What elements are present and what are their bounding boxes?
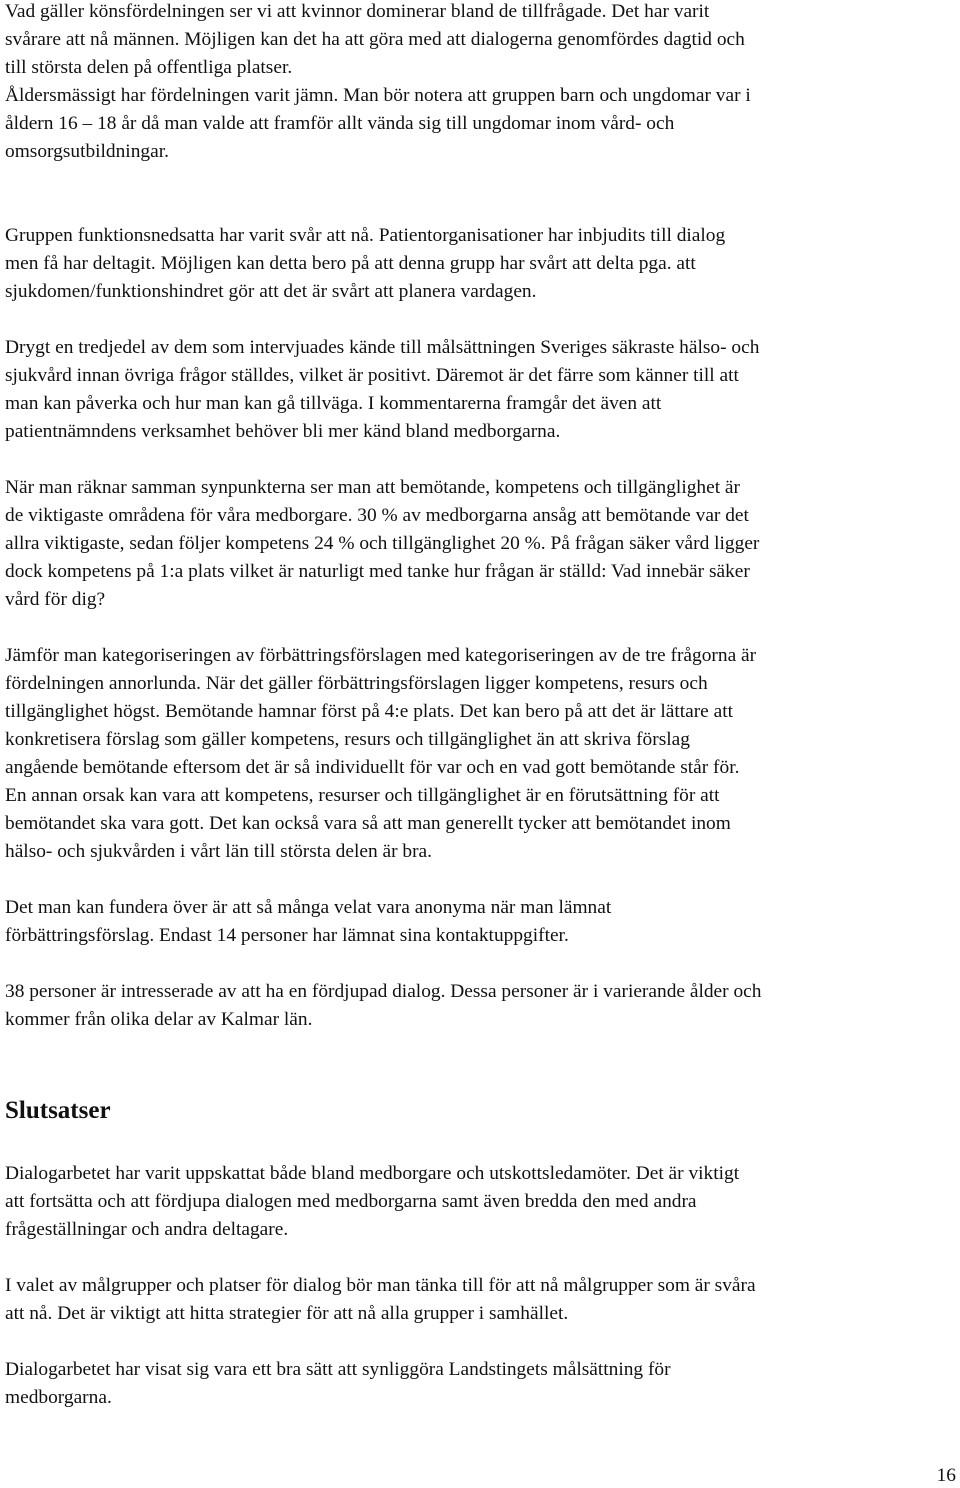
paragraph (5, 1160, 739, 1244)
paragraph (5, 978, 761, 1034)
text-line: att nå. Det är viktigt att hitta strategier för att nå alla grupper i samhället. (5, 1303, 569, 1324)
text-line: svårare att nå männen. Möjligen kan det ha att göra med att dialogerna genomfördes dagtid och (5, 29, 745, 50)
text-line: vård för dig? (5, 589, 106, 610)
section-heading: Slutsatser (5, 1097, 111, 1124)
text-line: En annan orsak kan vara att kompetens, resurser och tillgänglighet är en förutsättning för att (5, 785, 720, 806)
text-line: till största delen på offentliga platser. (5, 57, 293, 78)
text-line: Dialogarbetet har visat sig vara ett bra sätt att synliggöra Landstingets målsättning för (5, 1359, 671, 1380)
paragraph (5, 894, 611, 950)
text-line: fördelningen annorlunda. När det gäller förbättringsförslagen ligger kompetens, resurs och (5, 673, 708, 694)
page-number: 16 (936, 1465, 956, 1486)
text-line: Jämför man kategoriseringen av förbättringsförslagen med kategoriseringen av de tre frågorna är (5, 645, 757, 666)
text-line: allra viktigaste, sedan följer kompetens 24 % och tillgänglighet 20 %. På frågan säker vård ligger (5, 533, 760, 554)
text-line: omsorgsutbildningar. (5, 141, 169, 162)
paragraph (5, 334, 759, 446)
text-line: de viktigaste områdena för våra medborgare. 30 % av medborgarna ansåg att bemötande var det (5, 505, 749, 526)
text-line: Drygt en tredjedel av dem som intervjuades kände till målsättningen Sveriges säkraste hälso- och (5, 337, 760, 358)
text-line: 38 personer är intresserade av att ha en fördjupad dialog. Dessa personer är i varierande ålder och (5, 981, 762, 1002)
text-line: men få har deltagit. Möjligen kan detta bero på att denna grupp har svårt att delta pga. att (5, 253, 696, 274)
text-line: dock kompetens på 1:a plats vilket är naturligt med tanke hur frågan är ställd: Vad innebär säker (5, 561, 750, 582)
text-line: Dialogarbetet har varit uppskattat både bland medborgare och utskottsledamöter. Det är viktigt (5, 1163, 740, 1184)
text-line: att fortsätta och att fördjupa dialogen med medborgarna samt även bredda den med andra (5, 1191, 697, 1212)
text-line: frågeställningar och andra deltagare. (5, 1219, 289, 1240)
text-line: man kan påverka och hur man kan gå tillväga. I kommentarerna framgår det även att (5, 393, 662, 414)
text-line: Vad gäller könsfördelningen ser vi att kvinnor dominerar bland de tillfrågade. Det har varit (5, 1, 710, 22)
text-line: åldern 16 – 18 år då man valde att framför allt vända sig till ungdomar inom vård- och (5, 113, 675, 134)
paragraph (5, 222, 725, 306)
text-line: Gruppen funktionsnedsatta har varit svår att nå. Patientorganisationer har inbjudits till dialog (5, 225, 726, 246)
text-line: Åldersmässigt har fördelningen varit jämn. Man bör notera att gruppen barn och ungdomar var i (5, 85, 751, 106)
paragraph (5, 1356, 671, 1412)
text-line: angående bemötande eftersom det är så individuellt för var och en vad gott bemötande står för. (5, 757, 740, 778)
text-line: Det man kan fundera över är att så många velat vara anonyma när man lämnat (5, 897, 612, 918)
text-line: förbättringsförslag. Endast 14 personer har lämnat sina kontaktuppgifter. (5, 925, 569, 946)
text-line: bemötandet ska vara gott. Det kan också vara så att man generellt tycker att bemötandet inom (5, 813, 731, 834)
paragraph (5, 0, 745, 82)
text-line: medborgarna. (5, 1387, 112, 1408)
text-line: När man räknar samman synpunkterna ser man att bemötande, kompetens och tillgänglighet är (5, 477, 740, 498)
text-line: konkretisera förslag som gäller kompetens, resurs och tillgänglighet än att skriva förslag (5, 729, 690, 750)
text-line: sjukvård innan övriga frågor ställdes, vilket är positivt. Däremot är det färre som känner till att (5, 365, 739, 386)
text-line: tillgänglighet högst. Bemötande hamnar först på 4:e plats. Det kan bero på att det är lättare att (5, 701, 733, 722)
paragraph (5, 82, 751, 166)
text-line: sjukdomen/funktionshindret gör att det är svårt att planera vardagen. (5, 281, 537, 302)
text-line: patientnämndens verksamhet behöver bli mer känd bland medborgarna. (5, 421, 561, 442)
paragraph (5, 1272, 756, 1328)
text-line: hälso- och sjukvården i vårt län till största delen är bra. (5, 841, 433, 862)
paragraph (5, 474, 759, 614)
text-line: kommer från olika delar av Kalmar län. (5, 1009, 313, 1030)
text-line: I valet av målgrupper och platser för dialog bör man tänka till för att nå målgrupper som är svåra (5, 1275, 756, 1296)
paragraph (5, 642, 756, 866)
